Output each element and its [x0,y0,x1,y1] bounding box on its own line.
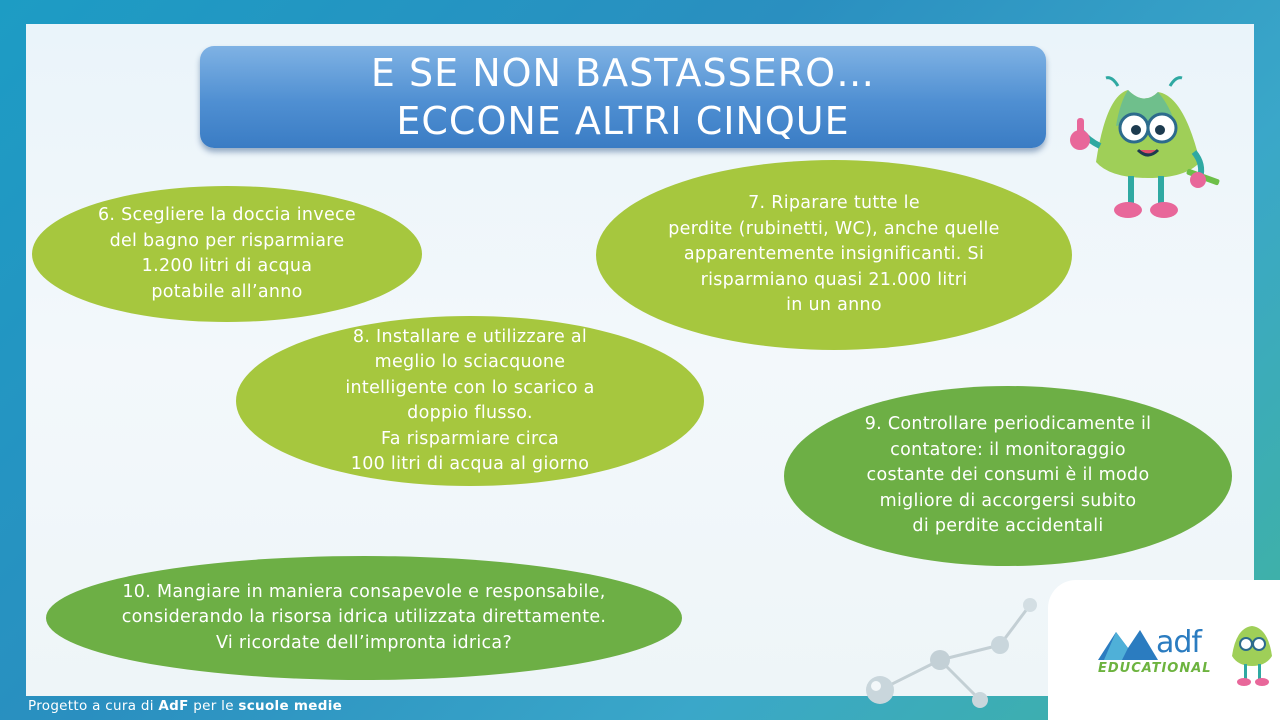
footer-prefix: Progetto a cura di [28,698,159,714]
title-line-1: E SE NON BASTASSERO… [370,51,876,95]
footer-brand: AdF [158,698,189,714]
title-line-2: ECCONE ALTRI CINQUE [396,99,850,143]
mascot-icon [1066,66,1226,222]
tip-9-text: 9. Controllare periodicamente il contatore: il monitoraggio costante dei consumi è il modo migliore di accorgersi subito di perdite accidentali [864,414,1152,537]
footer-audience: scuole medie [238,698,343,714]
logo-subtitle: EDUCATIONAL [1098,661,1212,676]
molecules-decoration-icon [850,590,1050,710]
slide-title [200,46,1046,148]
tip-9-bubble [784,386,1232,566]
tip-6-bubble [32,186,422,322]
tip-8-text: 8. Installare e utilizzare al meglio lo sciacquone intelligente con lo scarico a doppio flusso. Fa risparmiare circa 100 litri di acqua al giorno [345,326,595,474]
footer-credit [28,698,342,714]
tip-6-text: 6. Scegliere la doccia invece del bagno per risparmiare 1.200 litri di acqua potabile all’anno [97,205,356,302]
tip-8-bubble [236,316,704,486]
tip-10-bubble [46,556,682,680]
tip-7-bubble [596,160,1072,350]
tip-7-text: 7. Riparare tutte le perdite (rubinetti, WC), anche quelle apparentemente insignificanti. Si risparmiano quasi 21.000 litri in un anno [668,193,1000,316]
tip-10-text: 10. Mangiare in maniera consapevole e responsabile, considerando la risorsa idrica utilizzata direttamente. Vi ricordate dell’impronta idrica? [121,581,607,653]
logo-wordmark: adf [1156,625,1201,660]
footer-middle: per le [188,698,239,714]
